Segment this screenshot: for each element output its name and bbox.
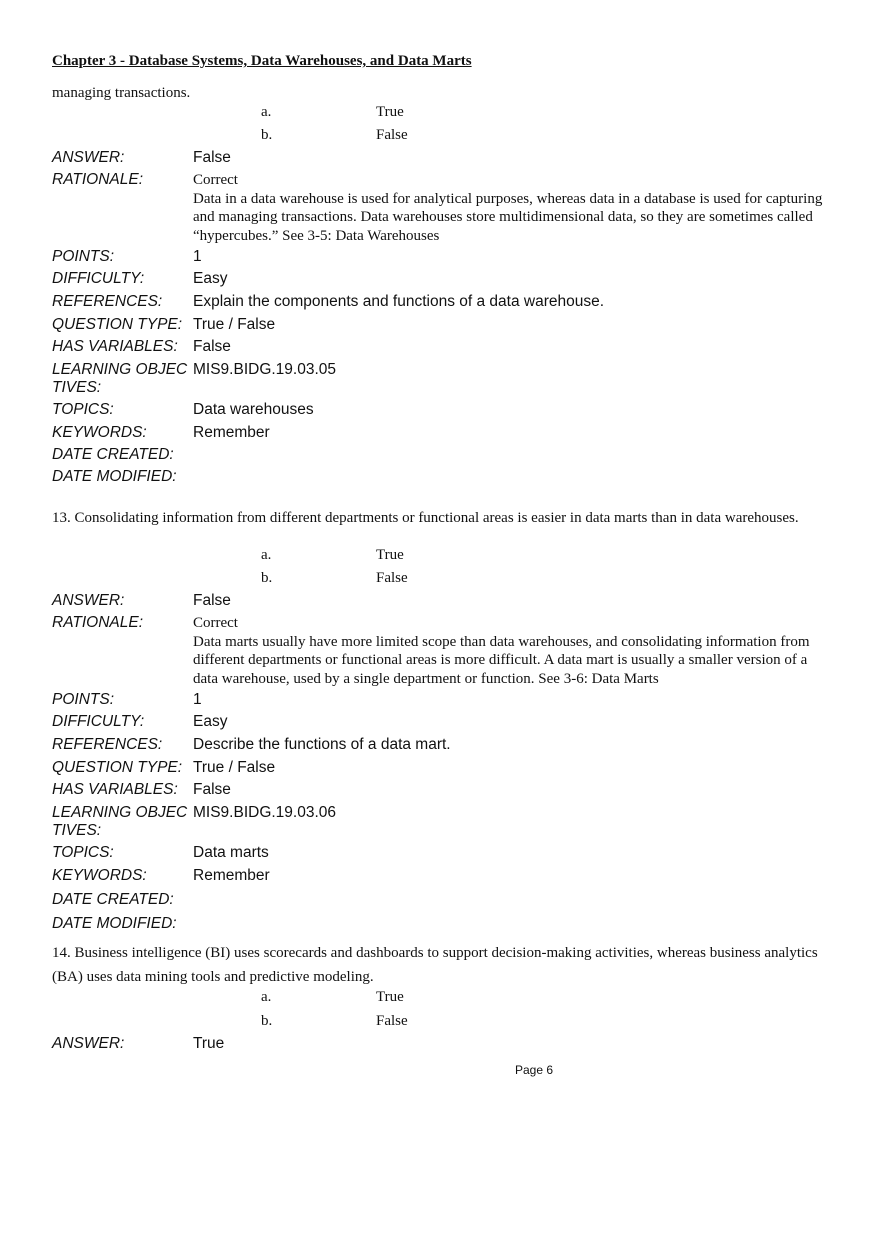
q12-answer-value: False (193, 149, 231, 166)
q14-option-a-text: True (376, 989, 404, 1005)
q13-learning-objectives-label-2: TIVES: (52, 822, 102, 839)
q12-option-a-letter: a. (261, 104, 272, 120)
q12-learning-objectives-label-1: LEARNING OBJEC (52, 361, 188, 378)
page-number: Page 6 (515, 1063, 554, 1077)
q12-rationale (193, 171, 823, 245)
q13-answer-value: False (193, 592, 231, 609)
q12-learning-objectives-label-2: TIVES: (52, 379, 102, 396)
q12-learning-objectives-value: MIS9.BIDG.19.03.05 (193, 361, 337, 378)
q13-difficulty-label: DIFFICULTY: (52, 713, 145, 730)
q13-learning-objectives-value: MIS9.BIDG.19.03.06 (193, 804, 337, 821)
q13-has-variables-value: False (193, 781, 231, 798)
q12-option-b-text: False (376, 127, 408, 143)
q12-stem-tail: managing transactions. (52, 85, 191, 101)
q13-keywords-label: KEYWORDS: (52, 867, 147, 884)
q14-stem: 14. Business intelligence (BI) uses scorecards and dashboards to support decision-making activities, whereas business analytics (BA) uses data mining tools and predictive modeling. (52, 945, 818, 985)
q13-points-label: POINTS: (52, 691, 115, 708)
q13-references-value: Describe the functions of a data mart. (193, 736, 451, 753)
q12-references-value: Explain the components and functions of a data warehouse. (193, 293, 605, 310)
q12-points-label: POINTS: (52, 248, 115, 265)
q13-topics-value: Data marts (193, 844, 269, 861)
q13-rationale-text: Data marts usually have more limited scope than data warehouses, and consolidating information from different departments or functional areas is more difficult. A data mart is usually a smaller version of a data warehouse, used by a single department or function. See 3-6: Data Marts (193, 633, 810, 687)
q12-topics-label: TOPICS: (52, 401, 114, 418)
q12-answer-label: ANSWER: (52, 149, 125, 166)
q14-answer-value: True (193, 1035, 225, 1052)
q13-question-type-label: QUESTION TYPE: (52, 759, 183, 776)
q12-option-a-text: True (376, 104, 404, 120)
q12-has-variables-label: HAS VARIABLES: (52, 338, 178, 355)
q13-stem: 13. Consolidating information from different departments or functional areas is easier in data marts than in data warehouses. (52, 510, 799, 526)
q13-date-modified-label: DATE MODIFIED: (52, 915, 177, 932)
q13-option-a-letter: a. (261, 547, 272, 563)
q12-rationale-text: Data in a data warehouse is used for analytical purposes, whereas data in a database is used for capturing and managing transactions. Data warehouses store multidimensional data, so they are sometimes called “hypercubes.” See 3-5: Data Warehouses (193, 190, 823, 244)
q13-topics-label: TOPICS: (52, 844, 114, 861)
q13-points-value: 1 (193, 691, 202, 708)
q13-option-b-text: False (376, 570, 408, 586)
q12-option-b-letter: b. (261, 127, 273, 143)
q13-rationale-correct: Correct (193, 615, 238, 631)
q13-keywords-value: Remember (193, 867, 270, 884)
q12-date-modified-label: DATE MODIFIED: (52, 468, 177, 485)
q12-difficulty-label: DIFFICULTY: (52, 270, 145, 287)
q12-difficulty-value: Easy (193, 270, 228, 287)
q12-has-variables-value: False (193, 338, 231, 355)
chapter-title: Chapter 3 - Database Systems, Data Warehouses, and Data Marts (52, 53, 472, 69)
q13-option-b-letter: b. (261, 570, 273, 586)
q13-difficulty-value: Easy (193, 713, 228, 730)
q13-learning-objectives-label-1: LEARNING OBJEC (52, 804, 188, 821)
q14-answer-label: ANSWER: (52, 1035, 125, 1052)
q12-rationale-correct: Correct (193, 172, 238, 188)
q14-option-b-text: False (376, 1013, 408, 1029)
q13-references-label: REFERENCES: (52, 736, 163, 753)
q13-question-type-value: True / False (193, 759, 276, 776)
q12-keywords-value: Remember (193, 424, 270, 441)
q14-option-b-letter: b. (261, 1013, 273, 1029)
q12-date-created-label: DATE CREATED: (52, 446, 174, 463)
q12-topics-value: Data warehouses (193, 401, 314, 418)
q12-question-type-value: True / False (193, 316, 276, 333)
q13-rationale-label: RATIONALE: (52, 614, 144, 631)
q12-keywords-label: KEYWORDS: (52, 424, 147, 441)
q13-has-variables-label: HAS VARIABLES: (52, 781, 178, 798)
q12-rationale-label: RATIONALE: (52, 171, 144, 188)
q12-question-type-label: QUESTION TYPE: (52, 316, 183, 333)
q13-rationale (193, 614, 833, 688)
q13-answer-label: ANSWER: (52, 592, 125, 609)
q14-option-a-letter: a. (261, 989, 272, 1005)
q12-references-label: REFERENCES: (52, 293, 163, 310)
q13-date-created-label: DATE CREATED: (52, 891, 174, 908)
q13-option-a-text: True (376, 547, 404, 563)
q12-points-value: 1 (193, 248, 202, 265)
